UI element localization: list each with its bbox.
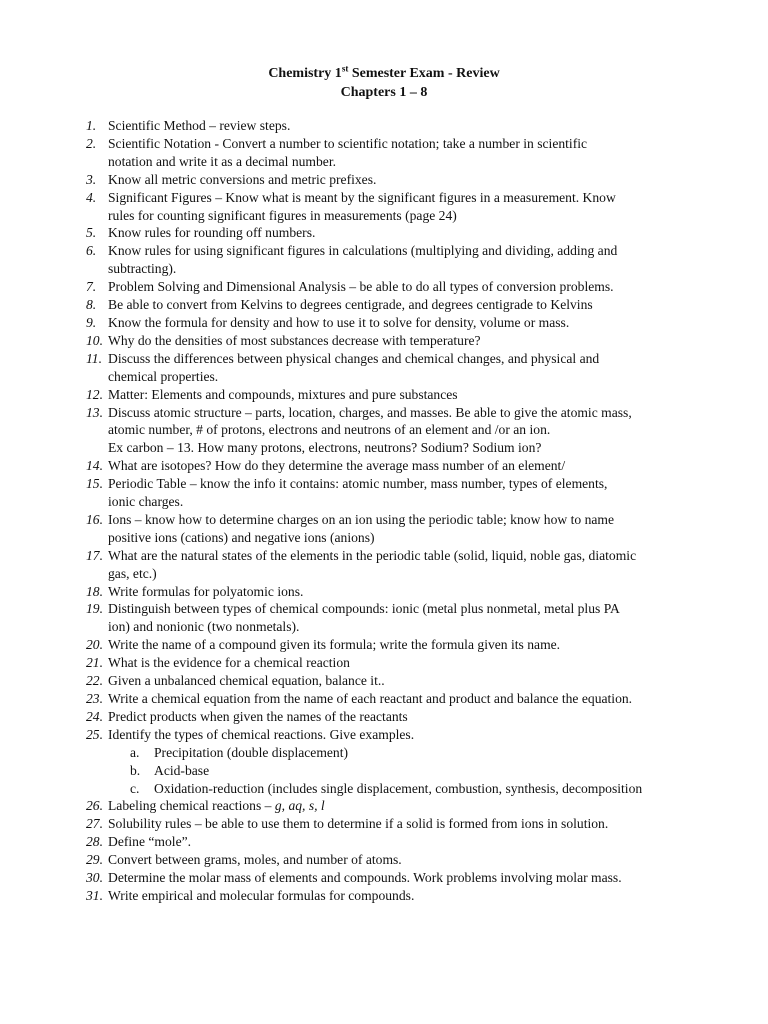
- item-number: 1.: [86, 118, 97, 133]
- list-item: [0, 547, 768, 583]
- list-item: [0, 242, 768, 278]
- item-text-line: What are isotopes? How do they determine the average mass number of an element/: [108, 458, 566, 474]
- item-number: 16.: [86, 511, 103, 527]
- item-text: [108, 690, 683, 708]
- item-text: [108, 386, 683, 404]
- item-text-line: Know rules for rounding off numbers.: [108, 225, 316, 241]
- item-text-line: Periodic Table – know the info it contains: atomic number, mass number, types of elements,: [108, 476, 608, 492]
- item-text: [108, 583, 683, 601]
- sub-item-label: a.: [130, 744, 140, 760]
- document-title: [0, 64, 768, 102]
- list-item: [0, 135, 768, 171]
- item-text: [108, 636, 683, 654]
- item-text: [108, 600, 683, 636]
- item-text-line: Write a chemical equation from the name of each reactant and product and balance the equation.: [108, 691, 633, 706]
- phase-labels: g, aq, s, l: [274, 798, 325, 814]
- item-number: 8.: [86, 297, 97, 313]
- item-text: [108, 296, 683, 314]
- item-number: 17.: [86, 547, 103, 563]
- item-text-line: Matter: Elements and compounds, mixtures and pure substances: [108, 386, 458, 402]
- list-item: [0, 797, 768, 815]
- item-text-line: rules for counting significant figures in measurements (page 24): [108, 207, 457, 223]
- item-text-line: [108, 797, 683, 815]
- item-text: [108, 278, 683, 296]
- item-text-line: chemical properties.: [108, 368, 219, 384]
- item-number: 27.: [86, 816, 103, 832]
- item-text-line: Scientific Method – review steps.: [108, 118, 291, 133]
- item-text: [108, 475, 683, 511]
- list-item: [0, 887, 768, 905]
- item-number: 15.: [86, 476, 103, 492]
- list-item: [0, 708, 768, 726]
- item-text-line: Determine the molar mass of elements and compounds. Work problems involving molar mass.: [108, 870, 622, 886]
- item-text-prefix: Labeling chemical reactions –: [108, 798, 275, 814]
- item-text: [108, 135, 683, 171]
- list-item: [0, 726, 768, 744]
- item-number: 22.: [86, 673, 103, 689]
- list-item: [0, 224, 768, 242]
- item-text-line: Write empirical and molecular formulas for compounds.: [108, 887, 415, 903]
- item-text: [108, 833, 683, 851]
- review-list: [0, 117, 768, 905]
- list-item: [0, 583, 768, 601]
- item-text-line: Know all metric conversions and metric prefixes.: [108, 171, 377, 187]
- item-number: 13.: [86, 404, 103, 420]
- list-item: [0, 278, 768, 296]
- item-text-line: Know rules for using significant figures in calculations (multiplying and dividing, adding and: [108, 243, 618, 259]
- item-text-line: What are the natural states of the elements in the periodic table (solid, liquid, noble gas, diatomic: [108, 547, 637, 563]
- list-item: [0, 511, 768, 547]
- sub-list-item: [0, 744, 768, 762]
- sub-list-item: [0, 780, 768, 798]
- item-text-line: Ex carbon – 13. How many protons, electrons, neutrons? Sodium? Sodium ion?: [108, 440, 542, 456]
- list-item: [0, 457, 768, 475]
- list-item: [0, 475, 768, 511]
- item-number: 28.: [86, 834, 103, 850]
- item-text-line: Significant Figures – Know what is meant by the significant figures in a measurement. Know: [108, 189, 616, 205]
- list-item: [0, 171, 768, 189]
- item-text-line: notation and write it as a decimal number.: [108, 153, 337, 169]
- title-line-1: Chemistry 1st Semester Exam - Review: [268, 63, 500, 81]
- item-number: 3.: [86, 171, 97, 187]
- item-text-line: Define “mole”.: [108, 834, 192, 850]
- item-text-line: Discuss atomic structure – parts, location, charges, and masses. Be able to give the atomic mass,: [108, 404, 632, 420]
- item-text-line: Predict products when given the names of the reactants: [108, 708, 408, 724]
- item-text-line: Why do the densities of most substances decrease with temperature?: [108, 332, 481, 348]
- item-text-line: subtracting).: [108, 261, 177, 277]
- item-number: 21.: [86, 655, 103, 671]
- item-text-line: What is the evidence for a chemical reaction: [108, 655, 350, 671]
- item-text-line: ion) and nonionic (two nonmetals).: [108, 619, 300, 635]
- item-number: 26.: [86, 798, 103, 814]
- item-number: 12.: [86, 386, 103, 402]
- item-text: [108, 511, 683, 547]
- sub-item-text: Oxidation-reduction (includes single displacement, combustion, synthesis, decomposition: [154, 780, 643, 796]
- item-text-line: Discuss the differences between physical changes and chemical changes, and physical and: [108, 350, 600, 366]
- sub-list-item: [0, 762, 768, 780]
- item-number: 20.: [86, 637, 103, 653]
- list-item: [0, 672, 768, 690]
- item-text: [108, 457, 683, 475]
- list-item: [0, 296, 768, 314]
- item-text-line: Solubility rules – be able to use them to determine if a solid is formed from ions in solution.: [108, 816, 609, 832]
- item-text: [108, 654, 683, 672]
- item-text-line: Scientific Notation - Convert a number to scientific notation; take a number in scientific: [108, 135, 588, 151]
- list-item: [0, 815, 768, 833]
- item-number: 23.: [86, 691, 103, 706]
- item-text-line: Convert between grams, moles, and number of atoms.: [108, 852, 402, 868]
- item-number: 2.: [86, 135, 97, 151]
- item-text: [108, 224, 683, 242]
- list-item: [0, 350, 768, 386]
- item-text: [108, 708, 683, 726]
- item-text: [108, 189, 683, 225]
- list-item: [0, 690, 768, 708]
- item-text-line: positive ions (cations) and negative ions (anions): [108, 529, 375, 545]
- item-number: 9.: [86, 314, 97, 330]
- list-item: [0, 851, 768, 869]
- list-item: [0, 869, 768, 887]
- list-item: [0, 654, 768, 672]
- list-item: [0, 314, 768, 332]
- item-text-line: atomic number, # of protons, electrons and neutrons of an element and /or an ion.: [108, 422, 551, 438]
- item-text: [108, 869, 683, 887]
- item-text-line: Distinguish between types of chemical compounds: ionic (metal plus nonmetal, metal plus PA: [108, 601, 620, 617]
- list-item: [0, 386, 768, 404]
- item-text: [108, 887, 683, 905]
- item-number: 6.: [86, 243, 97, 259]
- item-text: [108, 314, 683, 332]
- item-number: 10.: [86, 332, 103, 348]
- item-text-line: Know the formula for density and how to use it to solve for density, volume or mass.: [108, 314, 570, 330]
- list-item: [0, 332, 768, 350]
- item-text: [108, 851, 683, 869]
- item-text-line: ionic charges.: [108, 494, 184, 510]
- list-item: [0, 117, 768, 135]
- item-number: 18.: [86, 583, 103, 599]
- item-text: [108, 404, 683, 458]
- item-text-line: Ions – know how to determine charges on an ion using the periodic table; know how to name: [108, 511, 615, 527]
- item-text-line: Given a unbalanced chemical equation, balance it..: [108, 673, 385, 689]
- item-number: 7.: [86, 279, 97, 295]
- list-item: [0, 636, 768, 654]
- item-text: [108, 797, 683, 815]
- item-number: 14.: [86, 458, 103, 474]
- item-number: 4.: [86, 189, 97, 205]
- sub-item-label: b.: [130, 762, 141, 778]
- sub-item-text: Acid-base: [154, 762, 210, 778]
- item-number: 19.: [86, 601, 103, 617]
- item-number: 25.: [86, 726, 103, 742]
- item-number: 31.: [86, 887, 103, 903]
- item-text: [108, 171, 683, 189]
- item-text: [108, 242, 683, 278]
- item-text: [108, 815, 683, 833]
- item-text: [108, 117, 683, 135]
- item-number: 5.: [86, 225, 97, 241]
- item-number: 30.: [86, 870, 103, 886]
- item-text-line: Write the name of a compound given its formula; write the formula given its name.: [108, 637, 561, 653]
- item-text-line: Be able to convert from Kelvins to degrees centigrade, and degrees centigrade to Kelvins: [108, 297, 593, 313]
- item-text: [108, 332, 683, 350]
- title-line-2: Chapters 1 – 8: [340, 85, 428, 100]
- item-text: [108, 547, 683, 583]
- list-item: [0, 833, 768, 851]
- item-text-line: gas, etc.): [108, 565, 157, 581]
- item-text: [108, 672, 683, 690]
- item-number: 11.: [86, 350, 102, 366]
- sub-item-text: Precipitation (double displacement): [154, 744, 349, 760]
- item-text: [108, 726, 683, 744]
- list-item: [0, 600, 768, 636]
- sub-item-label: c.: [130, 780, 140, 796]
- item-text-line: Identify the types of chemical reactions. Give examples.: [108, 726, 415, 742]
- item-number: 29.: [86, 852, 103, 868]
- item-text-line: Problem Solving and Dimensional Analysis – be able to do all types of conversion problems.: [108, 279, 614, 295]
- item-text: [108, 350, 683, 386]
- list-item: [0, 404, 768, 458]
- item-text-line: Write formulas for polyatomic ions.: [108, 583, 304, 599]
- list-item: [0, 189, 768, 225]
- item-number: 24.: [86, 708, 103, 724]
